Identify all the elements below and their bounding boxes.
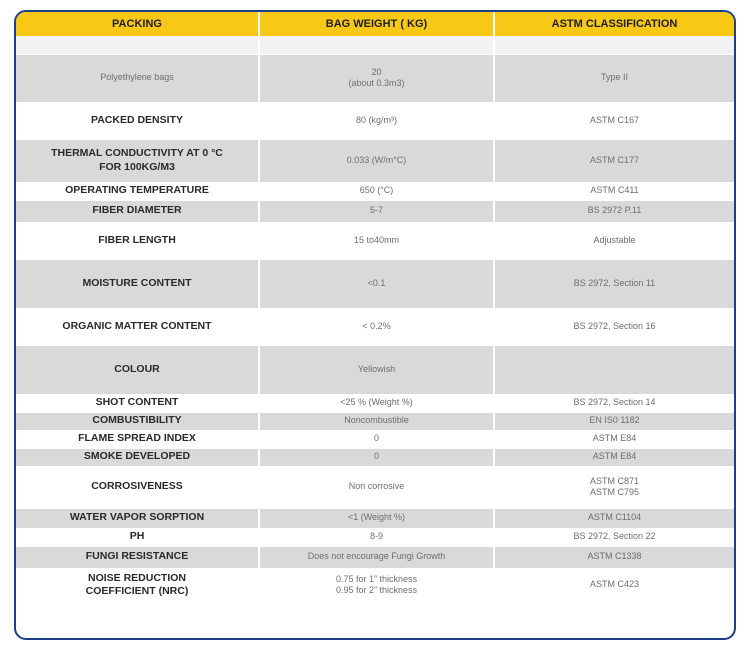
cell-line: 15 to40mm: [353, 234, 400, 245]
cell-standard: [494, 412, 734, 430]
table-row: [16, 546, 734, 568]
cell-line: Noncombustible: [344, 415, 409, 426]
header-packing: PACKING: [16, 12, 259, 36]
cell-property: [16, 222, 259, 259]
cell-line: Adjustable: [593, 234, 636, 245]
cell-property: [16, 394, 259, 412]
cell-property: [16, 546, 259, 568]
table-row: [16, 54, 734, 102]
cell-standard: [494, 102, 734, 139]
cell-line: FIBER LENGTH: [98, 233, 176, 246]
cell-property: [16, 259, 259, 308]
cell-property: [16, 182, 259, 200]
cell-standard: [494, 448, 734, 466]
cell-line: <25 % (Weight %): [340, 397, 413, 408]
cell-standard: [494, 345, 734, 394]
cell-line: THERMAL CONDUCTIVITY AT 0 °C: [51, 147, 223, 160]
cell-line: FOR 100KG/M3: [99, 160, 175, 173]
cell-property: [16, 54, 259, 102]
cell-value: [259, 466, 494, 508]
cell-standard: [494, 430, 734, 448]
cell-value: [259, 412, 494, 430]
table-row: [16, 222, 734, 259]
cell-value: [259, 430, 494, 448]
cell-line: ASTM C1338: [587, 551, 642, 562]
table-row: [16, 139, 734, 182]
cell-value: [259, 259, 494, 308]
table-row: [16, 448, 734, 466]
cell-line: PACKED DENSITY: [91, 113, 183, 126]
cell-line: COEFFICIENT (NRC): [85, 585, 189, 597]
cell-property: [16, 412, 259, 430]
table-row: [16, 508, 734, 528]
cell-line: ASTM C795: [589, 487, 640, 497]
cell-property: [16, 466, 259, 508]
cell-value: [259, 568, 494, 602]
cell-line: <1 (Weight %): [347, 512, 406, 523]
cell-line: (about 0.3m3): [348, 78, 405, 88]
cell-standard: [494, 36, 734, 54]
cell-line: Type II: [600, 72, 628, 83]
cell-property: [16, 508, 259, 528]
cell-line: BS 2972, Section 22: [573, 531, 656, 542]
cell-line: OPERATING TEMPERATURE: [65, 184, 209, 197]
cell-line: CORROSIVENESS: [91, 480, 183, 493]
table-row: [16, 36, 734, 54]
cell-value: [259, 528, 494, 546]
cell-property: [16, 528, 259, 546]
header-bag-weight: BAG WEIGHT ( KG): [259, 12, 494, 36]
cell-standard: [494, 466, 734, 508]
header-astm-classification: ASTM CLASSIFICATION: [494, 12, 734, 36]
cell-standard: [494, 222, 734, 259]
cell-value: [259, 508, 494, 528]
cell-property: [16, 200, 259, 222]
table-row: [16, 308, 734, 345]
cell-property: [16, 308, 259, 345]
cell-line: <0.1: [367, 277, 386, 288]
table-row: [16, 200, 734, 222]
cell-value: [259, 139, 494, 182]
cell-line: COLOUR: [114, 362, 160, 375]
header-row: [16, 12, 734, 36]
cell-standard: [494, 508, 734, 528]
cell-line: ASTM C423: [589, 579, 640, 590]
table-row: [16, 412, 734, 430]
cell-value: [259, 182, 494, 200]
cell-line: ASTM C1104: [587, 512, 642, 523]
cell-line: FLAME SPREAD INDEX: [78, 432, 196, 445]
cell-line: ASTM C411: [590, 185, 639, 196]
table-row: [16, 345, 734, 394]
cell-standard: [494, 568, 734, 602]
cell-line: BS 2972 P.11: [587, 205, 642, 216]
cell-standard: [494, 528, 734, 546]
cell-property: [16, 568, 259, 602]
cell-line: PH: [129, 530, 145, 543]
cell-standard: [494, 546, 734, 568]
cell-property: [16, 430, 259, 448]
cell-line: 80 (kg/m³): [355, 114, 397, 125]
table-row: [16, 466, 734, 508]
cell-standard: [494, 200, 734, 222]
cell-standard: [494, 259, 734, 308]
table-row: [16, 394, 734, 412]
table-row: [16, 259, 734, 308]
cell-value: [259, 54, 494, 102]
cell-property: [16, 36, 259, 54]
spec-table: [16, 12, 734, 603]
table-row: [16, 102, 734, 139]
cell-line: FUNGI RESISTANCE: [85, 550, 189, 563]
table-row: [16, 568, 734, 602]
cell-line: 0.75 for 1” thickness: [335, 573, 418, 584]
cell-line: SMOKE DEVELOPED: [83, 450, 191, 463]
cell-standard: [494, 308, 734, 345]
cell-property: [16, 345, 259, 394]
cell-line: 20: [371, 66, 382, 77]
cell-line: ASTM C177: [589, 154, 640, 165]
cell-line: Does not encourage Fungi Growth: [307, 551, 446, 562]
cell-line: 0: [373, 433, 379, 444]
cell-standard: [494, 54, 734, 102]
cell-line: ASTM C871: [589, 475, 640, 486]
cell-property: [16, 448, 259, 466]
cell-value: [259, 102, 494, 139]
cell-value: [259, 345, 494, 394]
cell-line: ASTM C167: [589, 114, 640, 125]
cell-line: ASTM E84: [592, 433, 637, 444]
cell-line: Non corrosive: [348, 481, 405, 492]
spec-table-frame: [14, 10, 736, 640]
cell-line: COMBUSTIBILITY: [92, 414, 182, 427]
cell-line: SHOT CONTENT: [95, 396, 179, 409]
cell-value: [259, 394, 494, 412]
cell-property: [16, 139, 259, 182]
cell-line: BS 2972, Section 11: [573, 277, 656, 288]
cell-line: WATER VAPOR SORPTION: [69, 511, 205, 524]
cell-line: EN IS0 1182: [589, 415, 640, 426]
cell-value: [259, 308, 494, 345]
cell-line: ORGANIC MATTER CONTENT: [62, 319, 212, 332]
cell-line: NOISE REDUCTION: [87, 571, 186, 584]
cell-line: 0.033 (W/m°C): [346, 154, 407, 165]
cell-value: [259, 448, 494, 466]
table-row: [16, 528, 734, 546]
cell-line: FIBER DIAMETER: [92, 204, 182, 217]
cell-line: 8-9: [369, 531, 383, 542]
cell-value: [259, 546, 494, 568]
cell-value: [259, 200, 494, 222]
cell-line: < 0.2%: [362, 320, 391, 331]
cell-value: [259, 222, 494, 259]
cell-line: 5-7: [369, 205, 383, 216]
cell-line: 0: [373, 451, 379, 462]
cell-line: Polyethylene bags: [100, 72, 174, 83]
cell-value: [259, 36, 494, 54]
cell-standard: [494, 182, 734, 200]
cell-line: BS 2972, Section 14: [573, 397, 656, 408]
cell-property: [16, 102, 259, 139]
cell-line: 650 (°C): [359, 185, 394, 196]
cell-standard: [494, 394, 734, 412]
cell-standard: [494, 139, 734, 182]
cell-line: Yellowish: [357, 363, 396, 374]
cell-line: 0.95 for 2” thickness: [335, 585, 418, 595]
cell-line: ASTM E84: [592, 451, 637, 462]
table-row: [16, 430, 734, 448]
cell-line: MOISTURE CONTENT: [82, 276, 192, 289]
table-body: [16, 36, 734, 602]
cell-line: BS 2972, Section 16: [573, 320, 656, 331]
table-row: [16, 182, 734, 200]
